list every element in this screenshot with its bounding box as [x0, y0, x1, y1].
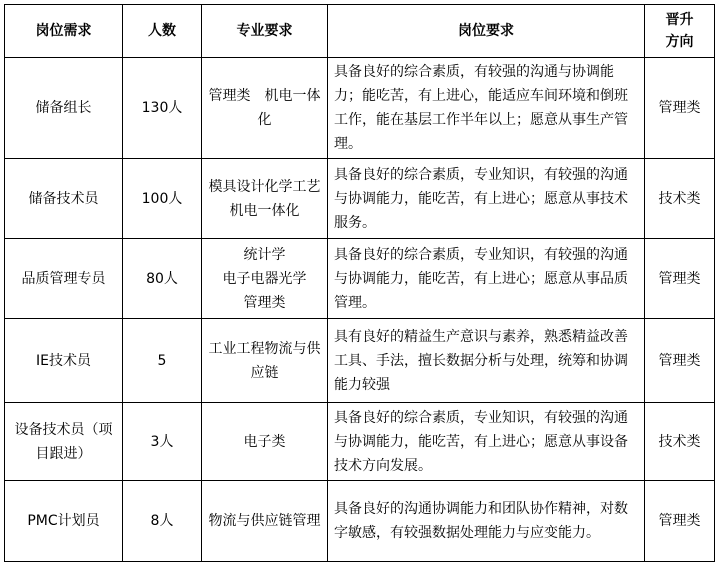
promotion-cell: 管理类	[645, 239, 715, 319]
major-cell: 工业工程物流与供应链	[202, 319, 328, 403]
major-cell: 模具设计化学工艺机电一体化	[202, 159, 328, 239]
promotion-cell: 管理类	[645, 319, 715, 403]
count-cell: 5	[123, 319, 202, 403]
count-cell: 130人	[123, 58, 202, 159]
major-cell: 统计学 电子电器光学 管理类	[202, 239, 328, 319]
header-row	[5, 5, 715, 58]
header-position: 岗位需求	[5, 5, 123, 58]
requirement-cell: 具备良好的综合素质，专业知识，有较强的沟通与协调能力，能吃苦，有上进心；愿意从事技术服务。	[328, 159, 645, 239]
position-cell: 储备组长	[5, 58, 123, 159]
header-requirement: 岗位要求	[328, 5, 645, 58]
requirement-cell: 具备良好的综合素质，专业知识，有较强的沟通与协调能力，能吃苦，有上进心；愿意从事品质管理。	[328, 239, 645, 319]
header-major: 专业要求	[202, 5, 328, 58]
position-cell: 品质管理专员	[5, 239, 123, 319]
position-cell: IE技术员	[5, 319, 123, 403]
count-cell: 80人	[123, 239, 202, 319]
major-cell: 管理类 机电一体化	[202, 58, 328, 159]
major-cell: 电子类	[202, 403, 328, 481]
requirement-cell: 具备良好的沟通协调能力和团队协作精神，对数字敏感，有较强数据处理能力与应变能力。	[328, 481, 645, 562]
count-cell: 8人	[123, 481, 202, 562]
promotion-cell: 管理类	[645, 58, 715, 159]
promotion-cell: 管理类	[645, 481, 715, 562]
table-row	[5, 159, 715, 239]
count-cell: 3人	[123, 403, 202, 481]
requirement-cell: 具有良好的精益生产意识与素养，熟悉精益改善工具、手法，擅长数据分析与处理，统筹和协调能力较强	[328, 319, 645, 403]
requirement-cell: 具备良好的综合素质，有较强的沟通与协调能力；能吃苦，有上进心，能适应车间环境和倒班工作，能在基层工作半年以上；愿意从事生产管理。	[328, 58, 645, 159]
requirement-cell: 具备良好的综合素质，专业知识，有较强的沟通与协调能力，能吃苦，有上进心；愿意从事设备技术方向发展。	[328, 403, 645, 481]
table-row	[5, 58, 715, 159]
count-cell: 100人	[123, 159, 202, 239]
major-cell: 物流与供应链管理	[202, 481, 328, 562]
table-row	[5, 403, 715, 481]
header-count: 人数	[123, 5, 202, 58]
header-promotion: 晋升 方向	[645, 5, 715, 58]
job-requirements-table	[4, 4, 715, 562]
position-cell: 储备技术员	[5, 159, 123, 239]
position-cell: 设备技术员（项目跟进）	[5, 403, 123, 481]
promotion-cell: 技术类	[645, 403, 715, 481]
table-row	[5, 239, 715, 319]
promotion-cell: 技术类	[645, 159, 715, 239]
table-row	[5, 319, 715, 403]
table-row	[5, 481, 715, 562]
position-cell: PMC计划员	[5, 481, 123, 562]
